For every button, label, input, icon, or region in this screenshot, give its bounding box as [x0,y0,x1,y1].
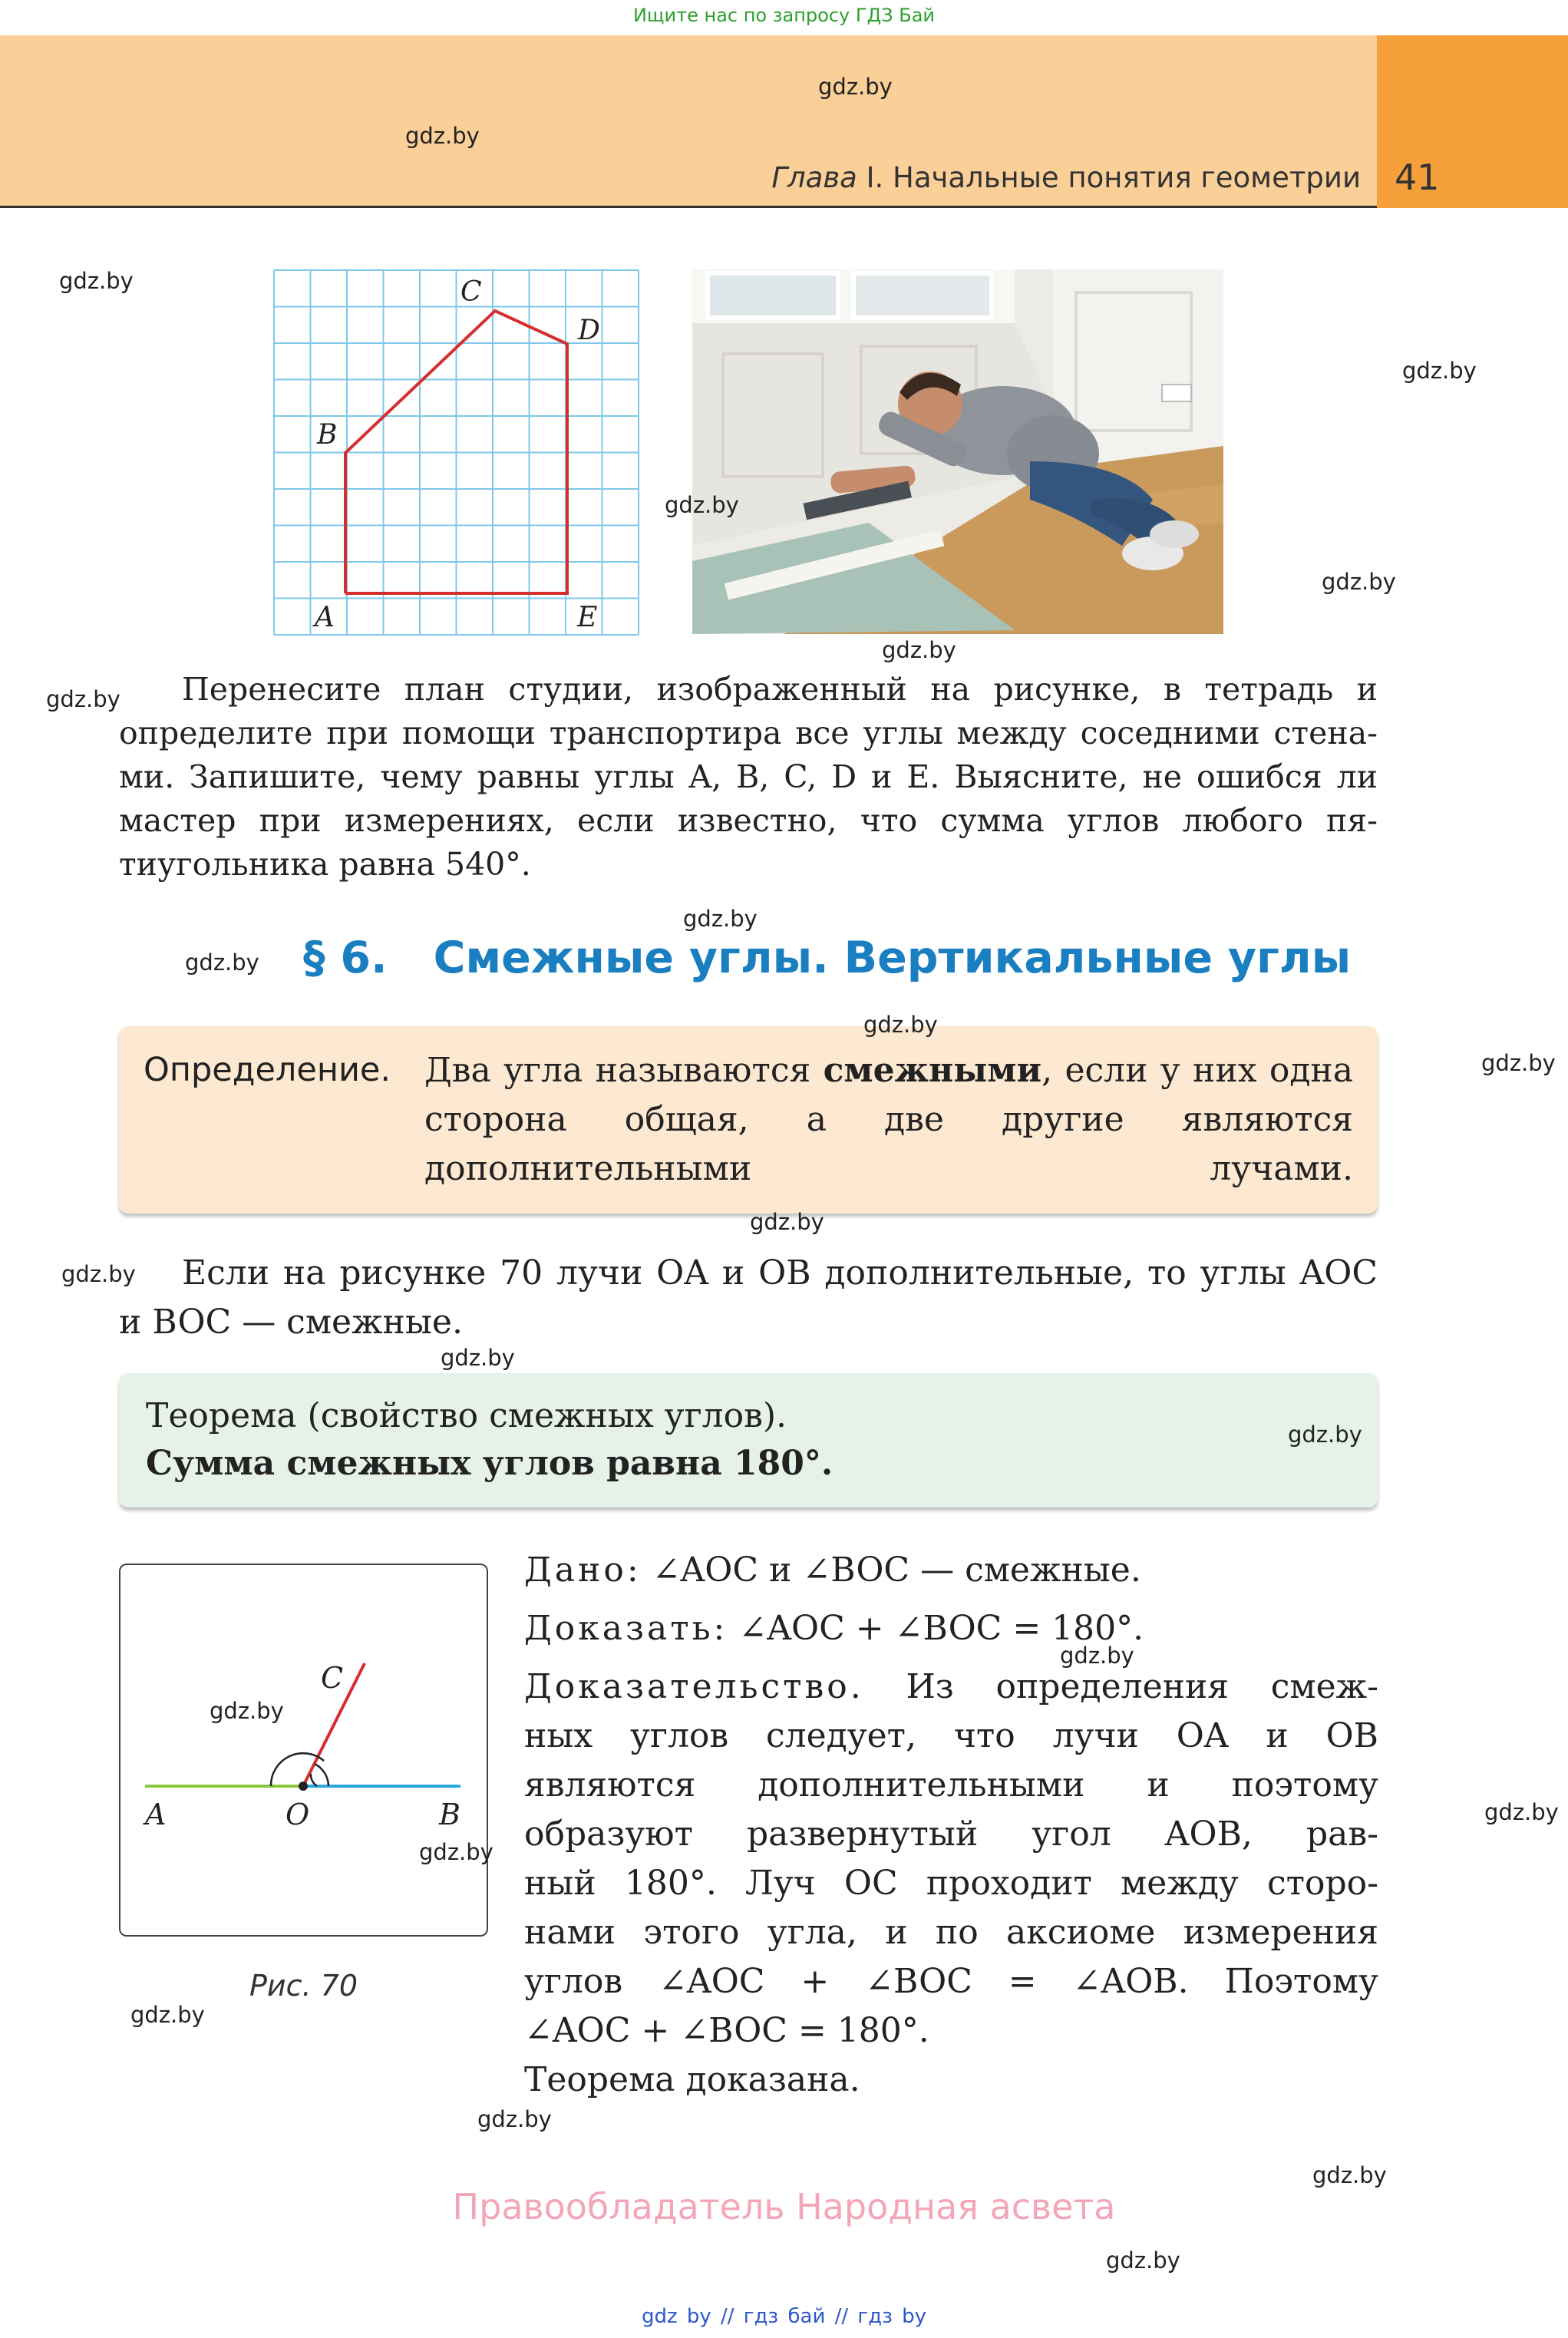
watermark: gdz.by [59,268,134,294]
watermark: gdz.by [130,2002,205,2028]
watermark: gdz.by [683,906,758,932]
definition-text-before: Два угла называются [424,1051,824,1090]
watermark: gdz.by [882,637,956,663]
watermark: gdz.by [419,1839,494,1865]
proof-conclusion: Теорема доказана. [524,2060,860,2099]
label-b: B [439,1798,460,1831]
proof-line-6: углов ∠AOC + ∠BOC = ∠AOB. Поэтому [524,1962,1378,2001]
given-line [524,1546,1378,1595]
proof-line-4: ный 180°. Луч OC проходит между сторо- [524,1864,1378,1903]
watermark: gdz.by [405,123,480,149]
chapter-word: Глава [771,161,857,194]
given-text: ∠AOC и ∠BOC — смежные. [652,1550,1141,1590]
vertex-label-b: B [317,419,338,451]
header-rule [0,206,1377,208]
prove-line [524,1604,1378,1653]
proof-line-3: образуют развернутый угол AOB, рав- [524,1815,1378,1854]
prove-text: ∠AOC + ∠BOC = 180°. [738,1609,1144,1648]
watermark: gdz.by [1060,1643,1134,1669]
page-number: 41 [1395,157,1440,198]
adjacent-angles-paragraph [119,1249,1378,1347]
point-o [299,1782,308,1791]
theorem-statement: Сумма смежных углов равна 180°. [146,1444,834,1483]
watermark: gdz.by [818,74,893,100]
watermark: gdz.by [46,686,120,712]
figure-70-box [119,1564,488,1937]
proof-line-1: ных углов следует, что лучи OA и OB [524,1716,1378,1755]
copyright-notice: Правообладатель Народная асвета [452,2186,1116,2227]
proof-label: Доказательство. [524,1667,864,1706]
watermark: gdz.by [665,492,739,518]
chapter-title: I. Начальные понятия геометрии [866,161,1361,194]
definition-text-after: , если у них одна сторона общая, а две другие являются дополнительными лучами. [424,1051,1353,1188]
label-c: C [321,1661,344,1695]
vertex-label-c: C [460,276,482,308]
vertex-label-d: D [578,315,600,346]
given-label: Дано: [524,1550,642,1590]
definition-term: смежными [823,1051,1042,1090]
watermark: gdz.by [1106,2247,1180,2274]
power-outlet [1162,385,1191,401]
definition-box [119,1026,1378,1214]
watermark: gdz.by [1312,2162,1387,2188]
chapter-heading [771,161,1361,194]
theorem-title: Теорема (свойство смежных углов). [146,1396,787,1435]
watermark: gdz.by [210,1698,284,1724]
task-paragraph [119,668,1378,887]
worker-photo [692,269,1223,634]
watermark: gdz.by [61,1261,136,1287]
section-number: § 6. [303,933,388,983]
watermark: gdz.by [1484,1799,1559,1825]
vertex-label-a: A [315,602,335,633]
vertex-label-e: E [577,602,598,633]
theorem-box [119,1373,1378,1507]
proof-line-5: нами этого угла, и по аксиоме измерения [524,1913,1378,1952]
label-o: O [286,1798,310,1831]
proof-block [524,1546,1378,2105]
proof-line-2: являются дополнительными и поэтому [524,1765,1378,1805]
top-banner: Ищите нас по запросу ГДЗ Бай [632,5,936,26]
floor-plan-figure [272,269,641,637]
proof-text: Из определения смеж- [906,1667,1378,1706]
figure-caption: Рис. 70 [249,1969,358,2003]
watermark: gdz.by [750,1209,824,1235]
watermark: gdz.by [863,1012,938,1038]
watermark: gdz.by [1322,569,1396,595]
definition-text [424,1046,1353,1194]
proof-line-0 [524,1663,1378,1712]
adjacent-angles-diagram [120,1565,487,1935]
watermark: gdz.by [441,1345,515,1371]
prove-label: Доказать: [524,1609,728,1648]
definition-label: Определение. [144,1051,391,1089]
proof-line-7: ∠AOC + ∠BOC = 180°. [524,2011,929,2050]
watermark: gdz.by [1481,1050,1556,1076]
section-title-text: Смежные углы. Вертикальные углы [433,933,1352,983]
section-heading [303,933,1351,983]
watermark: gdz.by [477,2106,552,2132]
watermark: gdz.by [1402,358,1477,384]
bottom-banner: gdz by // гдз бай // гдз by [641,2305,927,2328]
adjacent-angles-text: Если на рисунке 70 лучи OA и OB дополнительные, то углы AOC и BOC — смежные. [119,1253,1378,1342]
angle-arc-inner [311,1774,317,1786]
watermark: gdz.by [185,949,259,976]
label-a: A [145,1798,167,1831]
watermark: gdz.by [1288,1422,1362,1448]
task-text: Перенесите план студии, изображенный на рисунке, в тетрадь и определите при помощи транспортира все углы между соседними стенами. Запишите, чему равны углы A, B, C, D и E. Выясните, не ошибся ли мастер при измерениях, если известно, что сумма углов любого пятиугольника равна 540°. [119,671,1378,883]
